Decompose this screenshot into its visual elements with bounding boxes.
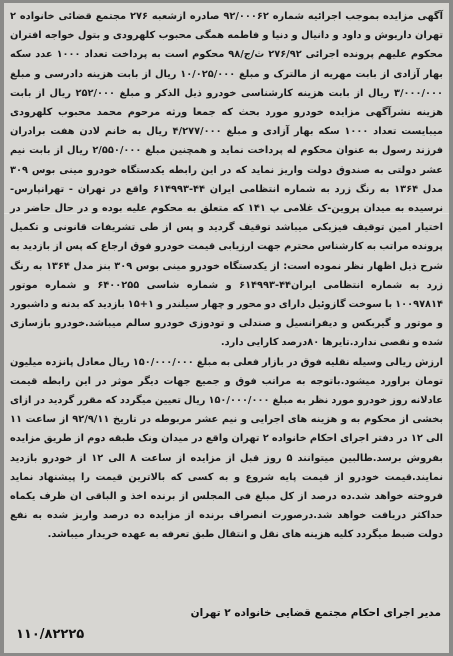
notice-body [10,7,443,545]
notice-paragraph: ارزش ریالی وسیله نقلیه فوق در بازار فعلی به مبلغ ۱۵۰/۰۰۰/۰۰۰ ریال معادل پانزده میلیون تومان براورد میشود.باتوجه به مراتب فوق و جمیع جهات دیگر موثر در این رابطه قیمت عادلانه روز خودرو مورد نظر به مبلغ ۱۵۰/۰۰۰/۰۰۰ ریال تعیین میگردد که مقرر گردید در ازای بخشی از محکوم به و هزینه های اجرایی و نیم عشر مربوطه در تاریخ ۹۲/۹/۱۱ از ساعت ۱۱ الی ۱۲ در دفتر اجرای احکام خانواده ۲ تهران واقع در میدان ونک طبقه دوم از طریق مزایده بفروش برسد.طالبین میتوانند ۵ روز قبل از مزایده از ساعت ۸ الی ۱۲ از خودرو بازدید نمایند.قیمت خودرو از قیمت پایه شروع و به کسی که بالاترین قیمت را پیشنهاد نماید فروخته خواهد شد.ده درصد از کل مبلغ فی المجلس از برنده اخذ و الباقی ان ظرف یکماه حداکثر دریافت خواهد شد.درصورت انصراف برنده از مزایده ده درصد واریز شده به نفع دولت ضبط میگردد کلیه هزینه های نقل و انتقال طبق تعرفه به عهده خریدار میباشد. [10,356,444,541]
notice-paragraph: آگهی مزایده بموجب اجرائیه شماره ۹۲/۰۰۰۶۲ صادره ازشعبه ۲۷۶ مجتمع قضائی خانواده ۲ تهران داریوش و داود و دانیال و دنیا و فاطمه همگی محبوب کلهرودی و بتول خواجه افتران محکوم علیهم پرونده اجرائی ۲۷۶/۹۲ ث/ج/۹۸ محکوم است به پرداخت تعداد ۱۰۰۰ عدد سکه بهار آزادی از بابت مهریه از مالترک و مبلغ ۱۰/۰۲۵/۰۰۰ ریال از بابت هزینه دادرسی و مبلغ ۳/۰۰۰/۰۰۰ ریال از بابت هزینه کارشناسی خودرو ذیل الذکر و مبلغ ۲۵۲/۰۰۰ ریال از بابت هزینه نشرآگهی مزایده خودرو مورد بحث که جمعا ورثه مرحوم محمد محبوب کلهرودی میبایست تعداد ۱۰۰۰ سکه بهار آزادی و مبلغ ۴/۲۷۷/۰۰۰ ریال به خانم لادن هفت برادران فرزند رسول به عنوان محکوم له پرداخت نماید و همچنین مبلغ ۲/۵۵۰/۰۰۰ ریال از بابت نیم عشر دولتی به صندوق دولت واریز نماید که در این رابطه یکدستگاه خودرو مینی بوس ۳۰۹ مدل ۱۳۶۴ به رنگ زرد به شماره انتظامی ایران ۴۴-۶۱۴۹۹۳ واقع در تهران - تهرانپارس-نرسیده به میدان پروین-ک غلامی پ ۱۴۱ که متعلق به محکوم علیه بوده و در حال حاضر در اختیار امین توقیف فیزیکی میباشد توقیف گردید و پس از طی تشریفات قانونی و تکمیل پرونده مراتب به کارشناس محترم جهت ارزیابی قیمت خودرو فوق ارجاع که پس از بازدید به شرح ذیل اظهار نظر نموده است: از یکدستگاه خودرو مینی بوس ۳۰۹ بنز مدل ۱۳۶۴ به رنگ زرد به شماره انتظامی ایران۴۴-۶۱۴۹۹۳ و شماره شاسی ۶۴۰۰۲۵۵ و شماره موتور ۱۰۰۹۷۸۱۴ با سوخت گازوئیل دارای دو محور و چهار سیلندر و ۱+۱۵ بازدید که بدنه و داشبورد و موتور و گیربکس و دیفرانسیل و صندلی و تودوزی خودرو سالم میباشد.خودرو بازسازی شده و نقصی ندارد.تایرها ۸۰درصد کارایی دارد. [10,11,444,349]
notice-signature: مدیر اجرای احکام مجتمع قضایی خانواده ۲ تهران [190,607,441,619]
newspaper-notice [4,3,449,653]
notice-code: ۱۱۰/۸۲۲۲۵ [16,627,85,642]
